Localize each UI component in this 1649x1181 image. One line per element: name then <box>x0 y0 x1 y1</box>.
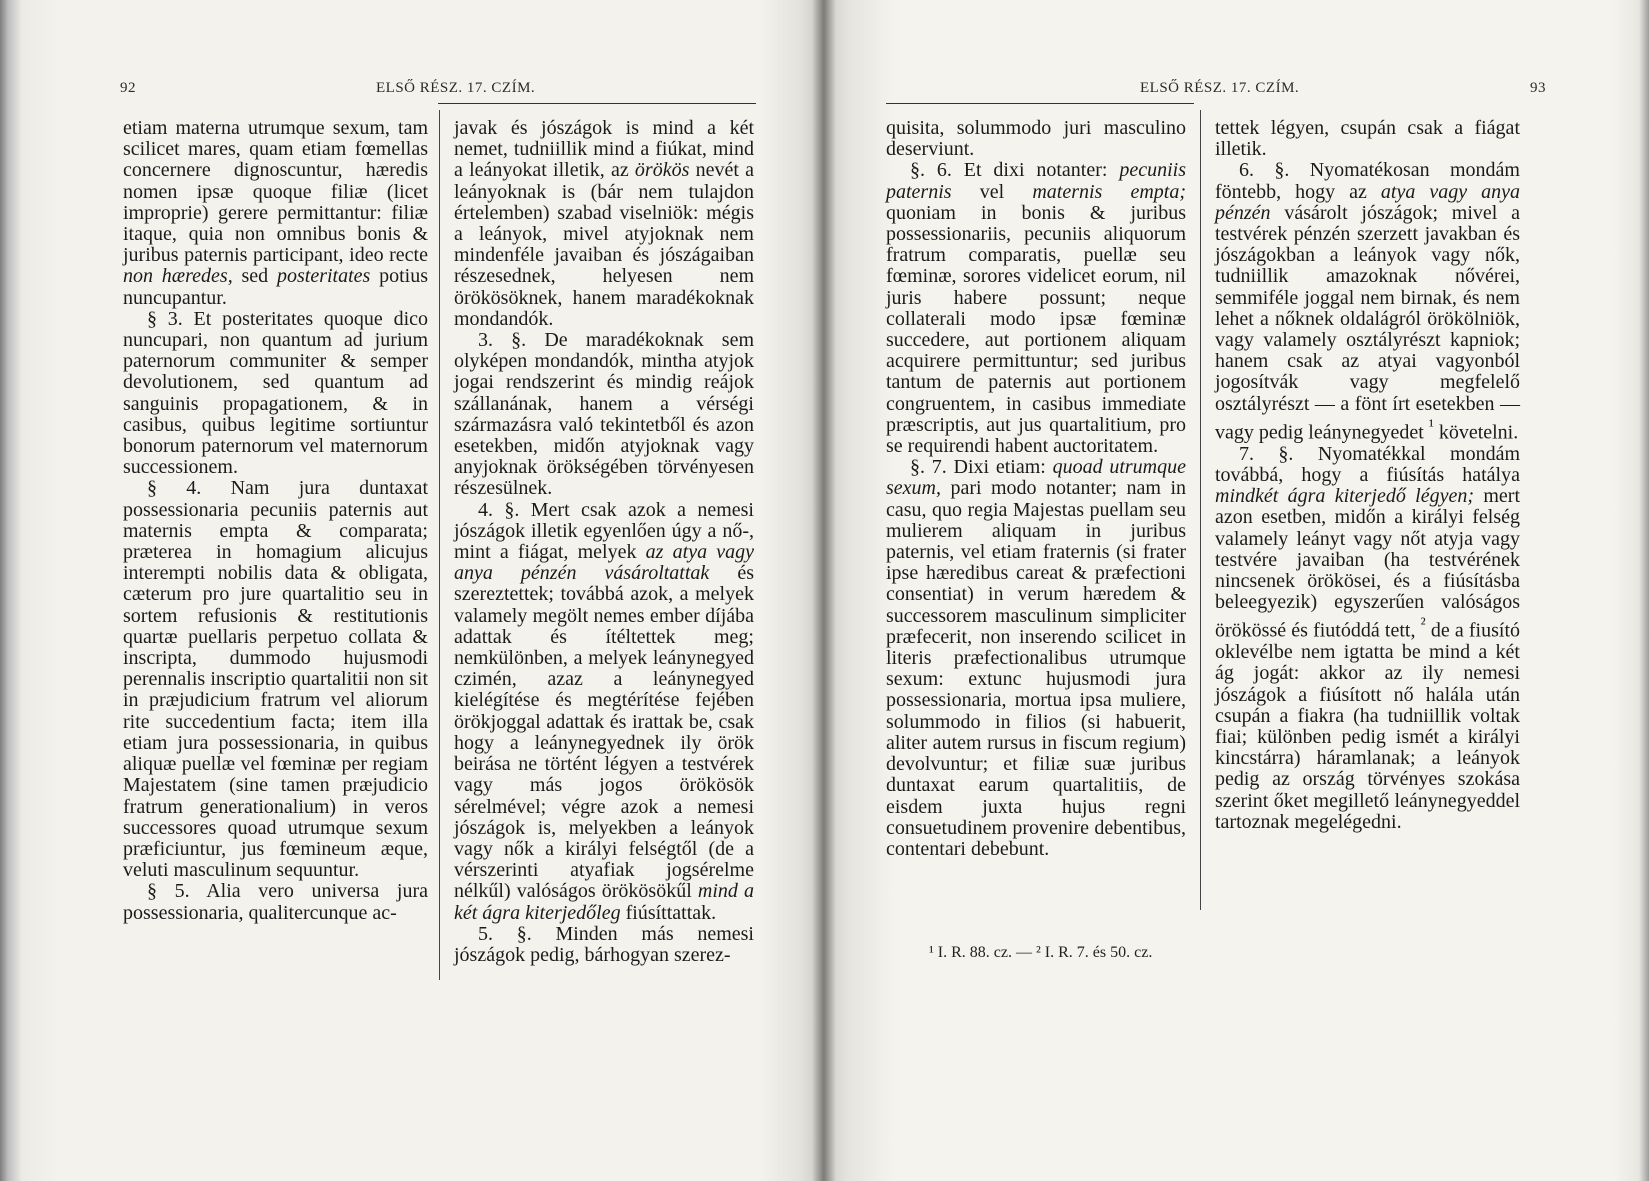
right-running-head: ELSŐ RÉSZ. 17. CZÍM. <box>1140 80 1300 96</box>
latin-paragraph-5: § 5. Alia vero universa jura possessionaria, qualitercunque ac- <box>123 880 428 924</box>
latin-text: vel <box>979 180 1005 203</box>
hungarian-text: vásárolt jószágok; mivel a testvérek pénzén szerzett javakban és jószágokban a leányok vagy nők, tudniillik amazoknak nővérei, semmiféle joggal nem birnak, és nem lehet a nőknek oldalágról örökölniök, vagy valamely osztályrészt kapniok; hanem csak az atyai vagyonból jogosítvák vagy megfelelő osztályrészt — a fönt írt esetekben — vagy pedig leánynegyedet <box>1215 201 1520 444</box>
left-hungarian-column <box>454 118 754 966</box>
hungarian-italic: mind a két ágra kiterjedőleg <box>454 880 755 924</box>
left-running-head: ELSŐ RÉSZ. 17. CZÍM. <box>376 80 536 96</box>
hungarian-text: követelni. <box>1438 421 1519 444</box>
hungarian-italic: örökös <box>634 159 690 182</box>
latin-text: §. 7. Dixi etiam: <box>910 456 1046 479</box>
latin-italic: posteritates <box>276 265 371 288</box>
hungarian-text: javak és jószágok is mind a két nemet, tudniillik mind a fiúkat, mind a leányokat illetik, az <box>454 117 754 182</box>
latin-italic: pecuniis paternis <box>886 159 1186 203</box>
hungarian-italic: az atya vagy anya pénzén vásároltattak <box>454 541 754 585</box>
footnote-marker-1: ¹ <box>1428 415 1434 435</box>
hungarian-paragraph-5: 5. §. Minden más nemesi jószágok pedig, bárhogyan szerez- <box>454 922 754 966</box>
latin-text: etiam materna utrumque sexum, tam scilicet mares, quam etiam fœmellas concernere dignoscuntur, hæredis nomen ipsæ quoque filiæ (licet improprie) gerere permittantur: filiæ itaque, quia non omnibus bonis & juribus paternis participant, ideo recte <box>123 117 428 267</box>
right-hungarian-column <box>1215 118 1520 833</box>
latin-text: sed <box>241 265 269 288</box>
hungarian-text: fiúsíttattak. <box>625 901 717 924</box>
latin-text: pari modo notanter; nam in casu, quo regia Majestas puellam seu mulierem aliquam in juribus paternis, vel etiam fraternis (si frater ipse hæredibus careat & præfectioni consentiat) in verum hæredem & successorem masculinum simpliciter præfecerit, non inserendo scilicet in literis præfectionalibus utrumque sexum: extunc hujusmodi jura possessionaria, mortua ipsa muliere, solummodo in filios (si habuerit, aliter autem rursus in fiscum regium) devolvuntur; et filiæ suæ juribus duntaxat earum quartalitiis, de eisdem juxta hujus regni consuetudinem provenire debentibus, contentari debebunt. <box>886 477 1187 860</box>
footnote: ¹ I. R. 88. cz. — ² I. R. 7. és 50. cz. <box>929 944 1153 961</box>
hungarian-text: de a fiusító oklevélbe nem igtatta be mind a két ág jogát: akkor az ily nemesi jószágok a fiúsított nő halála után csupán a fiakra (ha tudniillik voltak fiai; különben pedig ismét a királyi kincstárra) háramlanak; a leányok pedig az ország törvényes szokása szerint őket megillető leánynegyeddel tartoznak megelégedni. <box>1215 619 1521 833</box>
right-page-number: 93 <box>1530 80 1546 96</box>
right-column-divider <box>1200 110 1201 910</box>
latin-paragraph-4: § 4. Nam jura duntaxat possessionaria pecuniis paternis aut maternis empta & comparata; præterea in homagium alicujus interempti nobilis data & obligata, cæterum pro jure quartalitio seu in sortem refusionis & restitutionis quartæ puellaris perpetuo collata & inscripta, dummodo hujusmodi perennalis inscriptio quartalitii non sit in præjudicium fratrum vel aliorum rite succedentium facta; item illa etiam jura possessionaria, in quibus aliquæ puellæ vel fœminæ per regiam Majestatem (sine tamen præjudicio fratrum generationalium) in veros successores quoad utrumque sexum præficiuntur, jus fœmineum æque, veluti masculinum sequuntur. <box>123 477 428 882</box>
hungarian-paragraph-3: 3. §. De maradékoknak sem olyképen mondandók, mintha atyjok jogai rendszerint és mindig reájok szállanának, hanem a vérségi származásra való tekintetből és azon esetekben, midőn atyjoknak vagy anyjoknak örökségében törvényesen részesülnek. <box>454 329 754 500</box>
footnote-marker-2: ² <box>1420 614 1426 634</box>
latin-paragraph-5-end: quisita, solummodo juri masculino deserviunt. <box>886 117 1186 161</box>
latin-italic: quoad utrumque sexum, <box>886 456 1186 500</box>
hungarian-text: mert azon esetben, midőn a királyi felség valamely leányt vagy nőt atyja vagy testvére javaiban (ha testvérének nincsenek örökösei, és a fiúsításba beleegyezik) egyszerűen valóságos örökössé és fiutóddá tett, <box>1215 485 1520 642</box>
left-header-rule <box>438 103 756 104</box>
hungarian-italic: mindkét ágra kiterjedő légyen; <box>1215 485 1475 508</box>
left-latin-column <box>123 118 428 924</box>
latin-text: §. 6. Et dixi notanter: <box>910 159 1108 182</box>
hungarian-paragraph-5-end: tettek légyen, csupán csak a fiágat illetik. <box>1215 117 1520 161</box>
latin-text: quoniam in bonis & juribus possessionariis, pecuniis aliquorum fratrum comparatis, puellæ seu fœminæ, sorores videlicet eorum, nil juris habere possunt; neque collaterali modo ipsæ fœminæ succedere, aut portionem aliquam acquirere permittuntur; sed juribus tantum de paternis aut portionem congruentem, in casibus immediate præscriptis, aut jus quartalitium, pro se requirendi habent auctoritatem. <box>886 201 1186 458</box>
right-latin-column <box>886 118 1186 860</box>
book-gutter <box>812 0 836 1181</box>
right-page <box>824 0 1649 1181</box>
latin-text: potius nuncupantur. <box>123 265 429 309</box>
right-header-rule <box>886 103 1194 104</box>
hungarian-text: 4. §. Mert csak azok a nemesi jószágok illetik egyenlően úgy a nő-, mint a fiágat, melyek <box>454 498 754 564</box>
left-column-divider <box>439 110 440 980</box>
hungarian-text: nevét a leányoknak is (bár nem tulajdon értelemben) szabad viselniök: mégis a leányok, mivel atyjoknak nem mindenféle javaiban és jószágaiban részesednek, helyesen nem örökösöknek, hanem maradékoknak mondandók. <box>454 159 754 330</box>
left-page <box>0 0 824 1181</box>
hungarian-text: 6. §. Nyomatékosan mondám föntebb, hogy az <box>1215 159 1520 203</box>
hungarian-italic: atya vagy anya pénzén <box>1215 180 1520 224</box>
hungarian-text: és szereztettek; továbbá azok, a melyek valamely megölt nemes ember díjába adattak és ítéltettek meg; nemkülönben, a melyek leánynegyed czimén, azaz a leánynegyed kielégítése és megtérítése fejében örökjoggal adattak és irattak be, csak hogy a leánynegyednek ily örök beirása ne történt légyen a testvérek vagy más jogos örökösök sérelmével; végre azok a nemesi jószágok is, melyekben a leányok vagy nők a királyi felségtől (de a vérszerinti atyafiak jogsérelme nélkűl) valóságos örökösökűl <box>454 562 755 903</box>
left-page-number: 92 <box>120 80 136 96</box>
latin-italic: non hæredes, <box>123 265 233 288</box>
latin-italic: maternis empta; <box>1032 180 1187 203</box>
latin-paragraph-3: § 3. Et posteritates quoque dico nuncupari, non quantum ad jurium paternorum communiter & semper devolutionem, sed quantum ad sanguinis propagationem, & in casibus, quibus legitime sortiuntur bonorum paternorum vel maternorum successionem. <box>123 307 428 479</box>
hungarian-text: 7. §. Nyomatékkal mondám továbbá, hogy a fiúsítás hatálya <box>1215 442 1520 486</box>
